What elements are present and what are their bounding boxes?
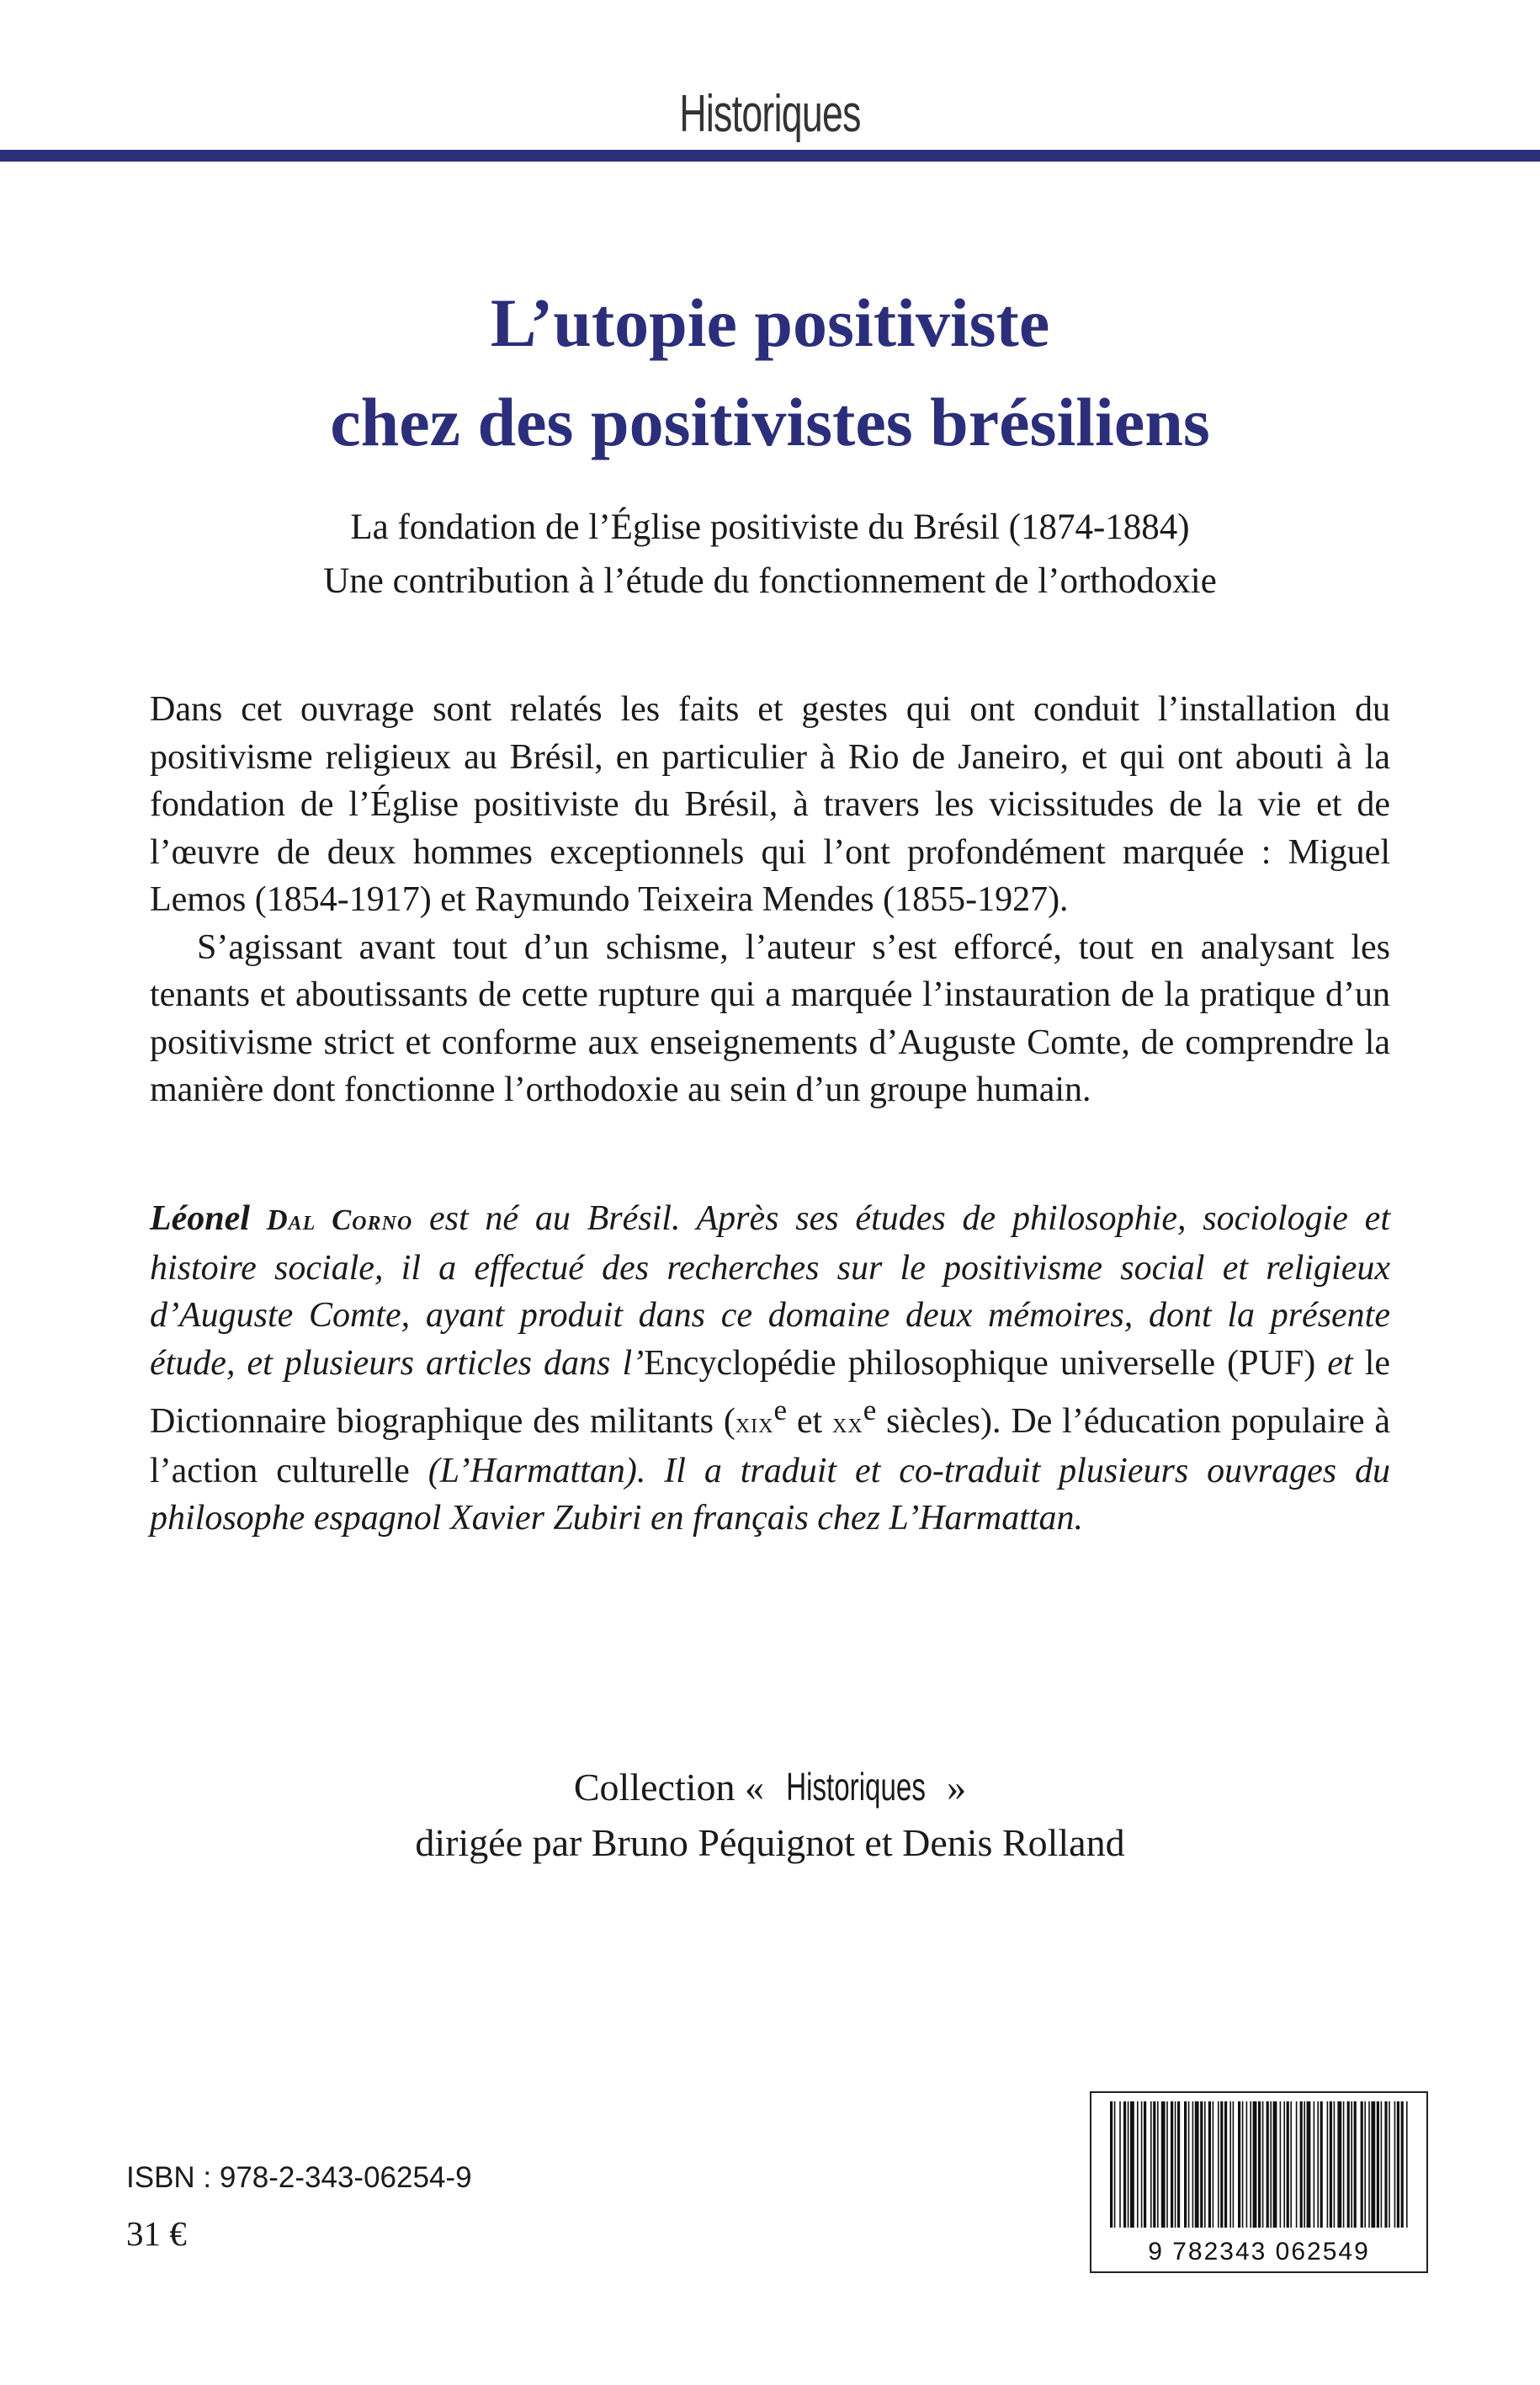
barcode-bar — [1334, 2101, 1336, 2228]
barcode-bar — [1343, 2101, 1345, 2228]
barcode-bar — [1204, 2101, 1206, 2228]
barcode-bar — [1119, 2101, 1121, 2228]
author-last-name: Dal Corno — [266, 1204, 413, 1236]
barcode-bar — [1394, 2101, 1396, 2228]
barcode-bar — [1184, 2101, 1187, 2228]
barcode-bar — [1296, 2101, 1298, 2228]
barcode-bars — [1108, 2101, 1410, 2228]
barcode-bar — [1283, 2101, 1285, 2228]
barcode-bar — [1397, 2101, 1399, 2228]
barcode-bar — [1250, 2101, 1251, 2228]
barcode-bar — [1208, 2101, 1211, 2228]
isbn: ISBN : 978-2-343-06254-9 — [126, 2161, 472, 2194]
bio-work-2-part-c: siècles). De l’éducation populaire à l’action culturelle — [150, 1402, 1391, 1490]
header-rule — [0, 150, 1540, 162]
barcode-bar — [1290, 2101, 1292, 2228]
barcode-bar — [1229, 2101, 1231, 2228]
barcode-bar — [1123, 2101, 1126, 2228]
bio-text-2: et — [1315, 1343, 1365, 1383]
barcode-bar — [1361, 2101, 1363, 2228]
barcode-bar — [1238, 2101, 1240, 2228]
barcode-bar — [1258, 2101, 1261, 2228]
barcode — [1090, 2091, 1428, 2273]
barcode-bar — [1150, 2101, 1152, 2228]
collection-directors: dirigée par Bruno Péquignot et Denis Rolland — [415, 1821, 1125, 1864]
summary-paragraph-1: Dans cet ouvrage sont relatés les faits et gestes qui ont conduit l’installation du positivisme religieux au Brésil, en particulier à Rio de Janeiro, et qui ont abouti à la fondation de l’Église positiviste du Brésil, à travers les vicissitudes de la vie et de l’œuvre de deux hommes exceptionnels qui l’ont profondément marquée : Miguel Lemos (1854-1917) et Raymundo Teixeira Mendes (1855-1927). — [150, 690, 1390, 919]
collection-info — [0, 1759, 1540, 1871]
barcode-bar — [1128, 2101, 1129, 2228]
summary-paragraph-2: S’agissant avant tout d’un schisme, l’auteur s’est efforcé, tout en analysant les tenants et aboutissants de cette rupture qui a marquée l’instauration de la pratique d’un positivisme strict et conforme aux enseignements d’Auguste Comte, de comprendre la manière dont fonctionne l’orthodoxie au sein d’un groupe humain. — [150, 927, 1390, 1109]
barcode-bar — [1304, 2101, 1305, 2228]
price: 31 € — [126, 2214, 187, 2253]
bio-century-2: xx — [832, 1407, 863, 1439]
barcode-bar — [1141, 2101, 1143, 2228]
barcode-bar — [1192, 2101, 1194, 2228]
barcode-bar — [1161, 2101, 1166, 2228]
title-line-1: L’utopie positiviste — [490, 284, 1050, 361]
bio-sup-2: e — [863, 1394, 877, 1426]
author-bio — [150, 1195, 1390, 1543]
barcode-bar — [1270, 2101, 1272, 2228]
barcode-bar — [1220, 2101, 1223, 2228]
barcode-bar — [1273, 2101, 1277, 2228]
barcode-bar — [1130, 2101, 1134, 2228]
subtitle-line-1: La fondation de l’Église positiviste du Brésil (1874-1884) — [350, 507, 1190, 547]
bio-work-2-part-a: le Dictionnaire biographique des militants ( — [150, 1343, 1390, 1441]
barcode-bar — [1351, 2101, 1352, 2228]
collection-suffix: » — [947, 1766, 967, 1809]
barcode-bar — [1267, 2101, 1269, 2228]
barcode-bar — [1354, 2101, 1357, 2228]
book-subtitle — [0, 501, 1540, 608]
barcode-bar — [1347, 2101, 1350, 2228]
bio-work-1: Encyclopédie philosophique universelle (PUF) — [644, 1343, 1316, 1383]
barcode-bar — [1114, 2101, 1116, 2228]
barcode-bar — [1218, 2101, 1219, 2228]
author-first-name: Léonel — [150, 1199, 250, 1238]
author-name — [150, 1199, 412, 1238]
collection-name: Historiques — [785, 1765, 926, 1809]
barcode-bar — [1253, 2101, 1257, 2228]
barcode-bar — [1262, 2101, 1264, 2228]
barcode-bar — [1401, 2101, 1404, 2228]
barcode-bar — [1406, 2101, 1408, 2228]
barcode-bar — [1110, 2101, 1113, 2228]
subtitle-line-2: Une contribution à l’étude du fonctionnement de l’orthodoxie — [323, 561, 1217, 601]
barcode-bar — [1153, 2101, 1155, 2228]
barcode-bar — [1175, 2101, 1176, 2228]
barcode-bar — [1330, 2101, 1332, 2228]
barcode-bar — [1337, 2101, 1341, 2228]
bio-text-1: est né au Brésil. Après ses études de philosophie, sociologie et histoire sociale, il a effectué des recherches sur le positivisme social et religieux d’Auguste Comte, ayant produit dans ce domaine deux mémoires, dont la présente étude, et plusieurs articles dans l’ — [150, 1199, 1390, 1383]
barcode-bar — [1137, 2101, 1139, 2228]
barcode-digits: 9 782343 062549 — [1148, 2238, 1370, 2265]
barcode-bar — [1364, 2101, 1366, 2228]
barcode-bar — [1320, 2101, 1323, 2228]
barcode-bar — [1389, 2101, 1390, 2228]
barcode-bar — [1280, 2101, 1282, 2228]
barcode-bar — [1157, 2101, 1159, 2228]
barcode-bar — [1287, 2101, 1289, 2228]
bio-sup-1: e — [773, 1394, 788, 1426]
barcode-bar — [1371, 2101, 1375, 2228]
barcode-bar — [1200, 2101, 1203, 2228]
barcode-bar — [1246, 2101, 1248, 2228]
barcode-bar — [1327, 2101, 1329, 2228]
barcode-bar — [1233, 2101, 1235, 2228]
barcode-bar — [1314, 2101, 1315, 2228]
series-name: Historiques — [679, 85, 861, 143]
barcode-bar — [1144, 2101, 1146, 2228]
collection-prefix: Collection « — [573, 1766, 765, 1809]
barcode-bar — [1242, 2101, 1244, 2228]
barcode-bar — [1368, 2101, 1370, 2228]
collection-line — [0, 1759, 1540, 1815]
barcode-bar — [1317, 2101, 1319, 2228]
barcode-bar — [1377, 2101, 1379, 2228]
barcode-bar — [1171, 2101, 1173, 2228]
barcode-bar — [1195, 2101, 1199, 2228]
barcode-bar — [1384, 2101, 1387, 2228]
bio-text-3: (L’Harmattan). Il a traduit et co-traduit plusieurs ouvrages du philosophe espagnol Xavier Zubiri en français chez L’Harmattan. — [150, 1451, 1390, 1538]
title-line-2: chez des positivistes brésiliens — [330, 384, 1210, 460]
book-title — [0, 274, 1540, 472]
bio-work-2-part-b: et — [787, 1402, 833, 1441]
summary-text — [150, 686, 1390, 1114]
bio-century-1: xix — [735, 1407, 774, 1439]
barcode-bar — [1166, 2101, 1168, 2228]
barcode-bar — [1300, 2101, 1303, 2228]
barcode-bar — [1381, 2101, 1383, 2228]
barcode-bar — [1188, 2101, 1190, 2228]
barcode-bar — [1177, 2101, 1180, 2228]
barcode-bar — [1213, 2101, 1214, 2228]
barcode-bar — [1224, 2101, 1227, 2228]
barcode-bar — [1307, 2101, 1311, 2228]
